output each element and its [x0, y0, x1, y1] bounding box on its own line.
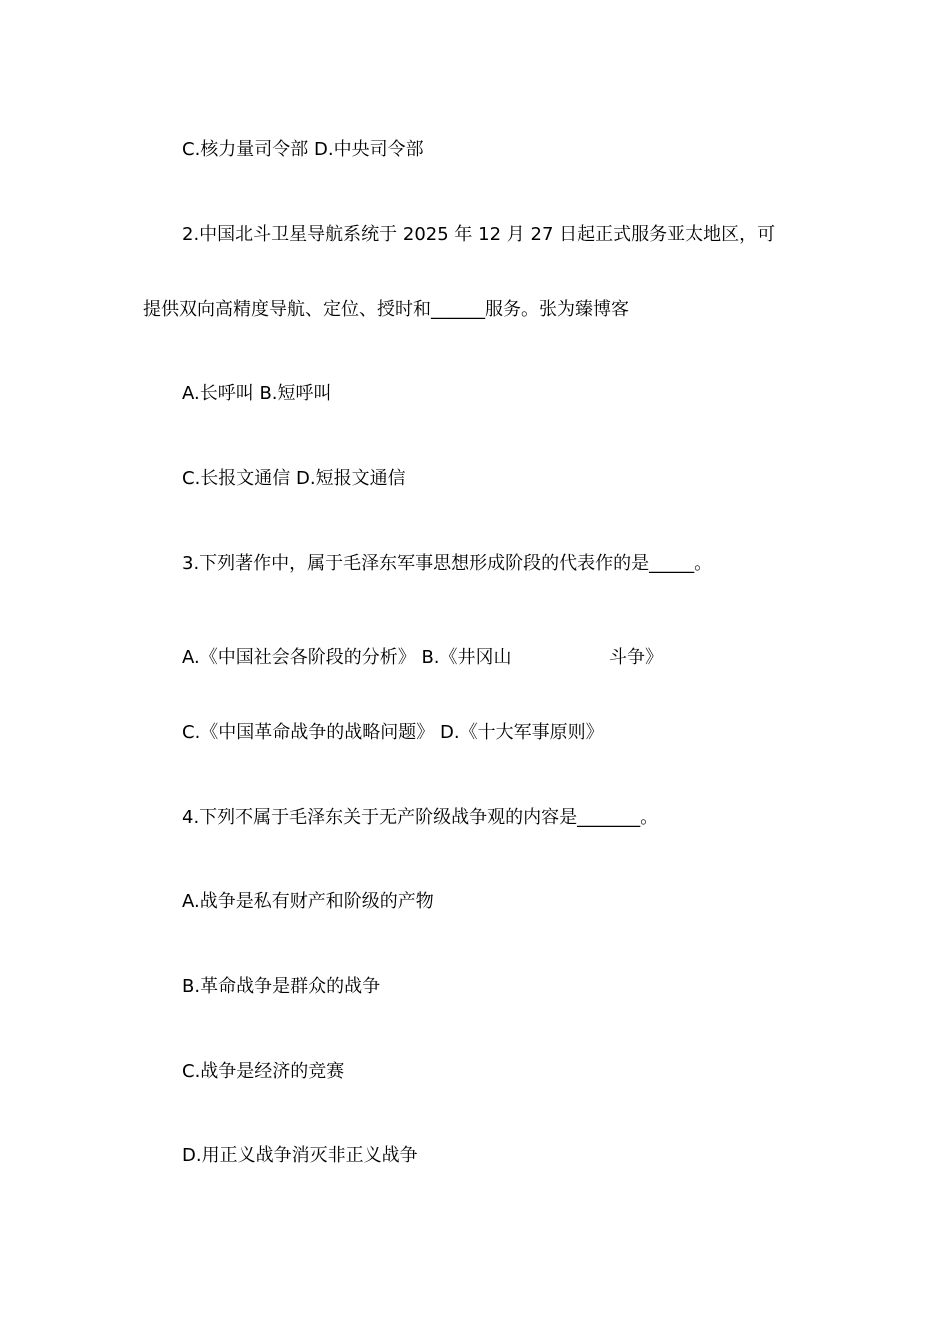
option-line-c-d-q3: C.《中国革命战争的战略问题》 D.《十大军事原则》	[182, 722, 604, 743]
option-c-q4: C.战争是经济的竞赛	[182, 1061, 345, 1082]
option-line-a-b-q2: A.长呼叫 B.短呼叫	[182, 383, 332, 404]
option-line-a-b-q3-part2: 斗争》	[609, 647, 663, 668]
question-2-line-1: 2.中国北斗卫星导航系统于 2025 年 12 月 27 日起正式服务亚太地区，可	[182, 224, 776, 245]
option-d-q4: D.用正义战争消灭非正义战争	[182, 1145, 418, 1166]
question-4: 4.下列不属于毛泽东关于无产阶级战争观的内容是_______。	[182, 807, 659, 828]
option-a-q4: A.战争是私有财产和阶级的产物	[182, 891, 434, 912]
option-line-c-d-q1: C.核力量司令部 D.中央司令部	[182, 139, 424, 160]
option-b-q4: B.革命战争是群众的战争	[182, 976, 381, 997]
question-2-line-2: 提供双向高精度导航、定位、授时和______服务。张为臻博客	[143, 299, 629, 320]
option-line-c-d-q2: C.长报文通信 D.短报文通信	[182, 468, 406, 489]
question-3: 3.下列著作中，属于毛泽东军事思想形成阶段的代表作的是_____。	[182, 553, 713, 574]
option-line-a-b-q3-part1: A.《中国社会各阶段的分析》 B.《井冈山	[182, 647, 512, 668]
